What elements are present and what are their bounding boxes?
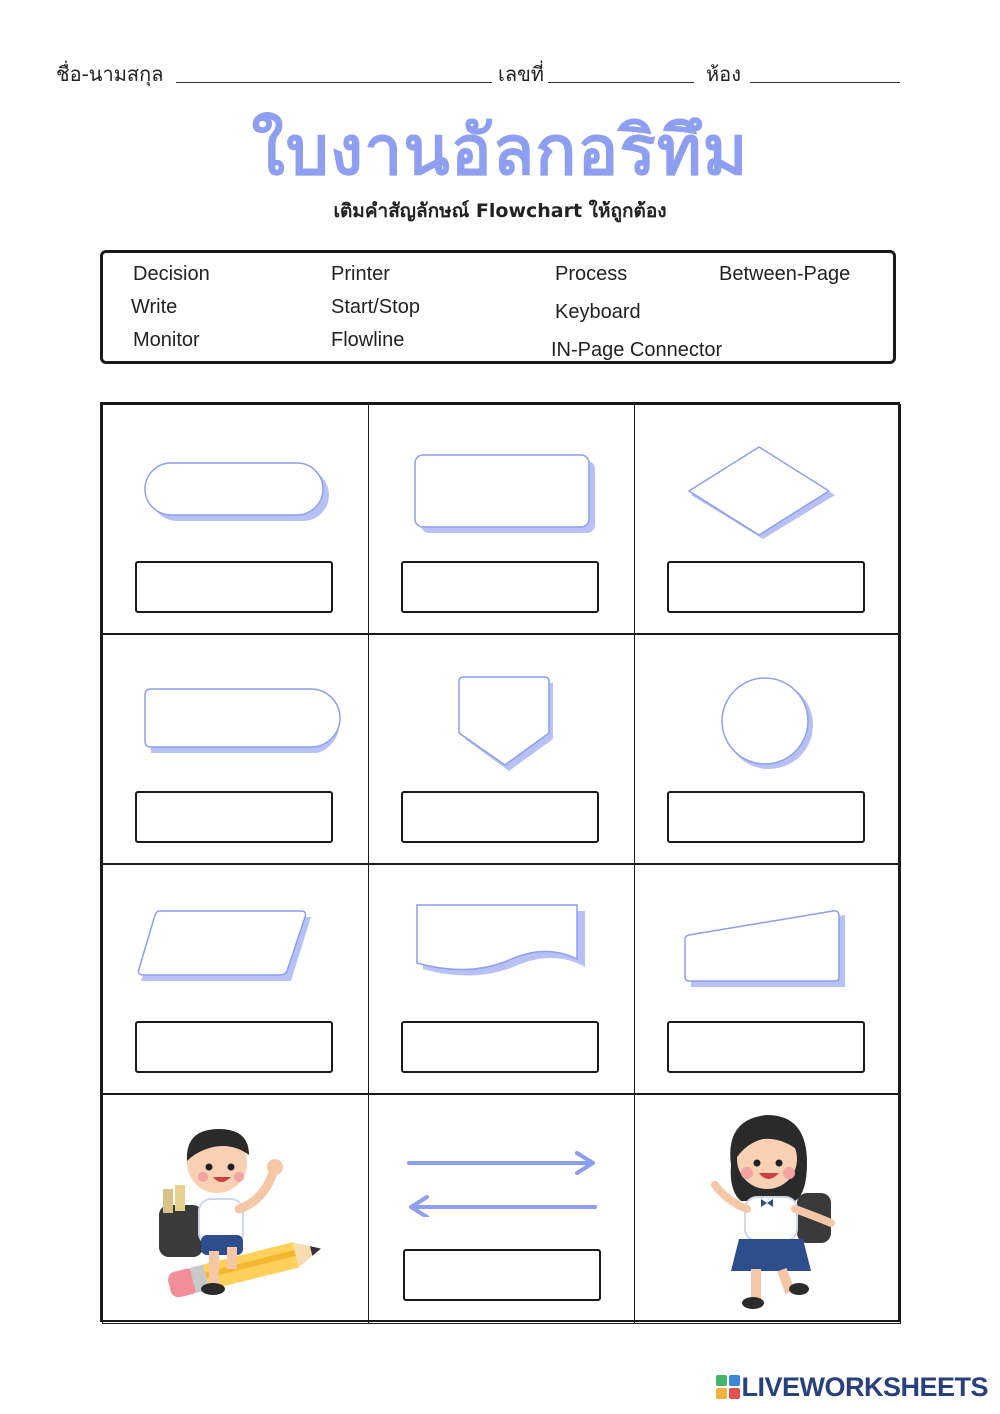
answer-box[interactable]: [401, 791, 599, 843]
answer-box[interactable]: [667, 1021, 865, 1073]
answer-box[interactable]: [135, 1021, 333, 1073]
grid-cell: [634, 634, 901, 864]
page-title: ใบงานอัลกอริทึม: [251, 111, 749, 191]
between-page-connector-shape: [455, 673, 565, 773]
word-bank-item: Keyboard: [555, 301, 641, 323]
page-subtitle: เติมคำสัญลักษณ์ Flowchart ให้ถูกต้อง: [333, 200, 667, 222]
in-page-connector-shape: [719, 675, 819, 775]
keyboard-shape: [681, 907, 851, 989]
grid-cell: [368, 404, 635, 634]
grid-cell: [368, 864, 635, 1094]
word-bank-item: Decision: [133, 263, 210, 285]
grid-cell: [102, 634, 369, 864]
decision-shape: [685, 443, 845, 543]
start-stop-shape: [143, 461, 333, 525]
girl-running-illustration: [701, 1105, 851, 1315]
boy-on-pencil-illustration: [153, 1117, 333, 1307]
answer-box[interactable]: [401, 1021, 599, 1073]
answer-box[interactable]: [667, 561, 865, 613]
word-bank-item: Write: [131, 296, 178, 318]
word-bank-item: IN-Page Connector: [551, 339, 723, 361]
answer-box[interactable]: [403, 1249, 601, 1301]
printer-shape: [413, 903, 593, 985]
word-bank-item: Between-Page: [719, 263, 851, 285]
word-bank-item: Printer: [331, 263, 390, 285]
grid-cell: [102, 1094, 369, 1324]
grid-cell: [634, 404, 901, 634]
grid-cell: [634, 864, 901, 1094]
process-shape: [413, 453, 603, 537]
room-field[interactable]: [750, 82, 900, 83]
watermark-text: LIVEWORKSHEETS: [741, 1371, 988, 1402]
symbol-grid: [100, 402, 900, 1322]
answer-box[interactable]: [667, 791, 865, 843]
name-label: ชื่อ-นามสกุล: [56, 62, 164, 86]
answer-box[interactable]: [135, 561, 333, 613]
flowline-arrows-shape: [405, 1147, 601, 1217]
number-field[interactable]: [548, 82, 694, 83]
grid-cell: [102, 864, 369, 1094]
grid-cell: [368, 634, 635, 864]
grid-cell: [102, 404, 369, 634]
grid-cell: [368, 1094, 635, 1324]
name-field[interactable]: [176, 82, 492, 83]
room-label: ห้อง: [706, 62, 741, 86]
word-bank: [100, 250, 896, 364]
answer-box[interactable]: [401, 561, 599, 613]
write-shape: [135, 909, 315, 983]
word-bank-item: Start/Stop: [331, 296, 420, 318]
number-label: เลขที่: [498, 62, 544, 86]
student-info-line: [56, 58, 916, 88]
grid-cell: [634, 1094, 901, 1324]
liveworksheets-logo-icon: [715, 1374, 741, 1400]
answer-box[interactable]: [135, 791, 333, 843]
word-bank-item: Flowline: [331, 329, 405, 351]
liveworksheets-watermark: [715, 1372, 988, 1402]
word-bank-item: Process: [555, 263, 628, 285]
word-bank-item: Monitor: [133, 329, 200, 351]
monitor-shape: [141, 687, 351, 757]
